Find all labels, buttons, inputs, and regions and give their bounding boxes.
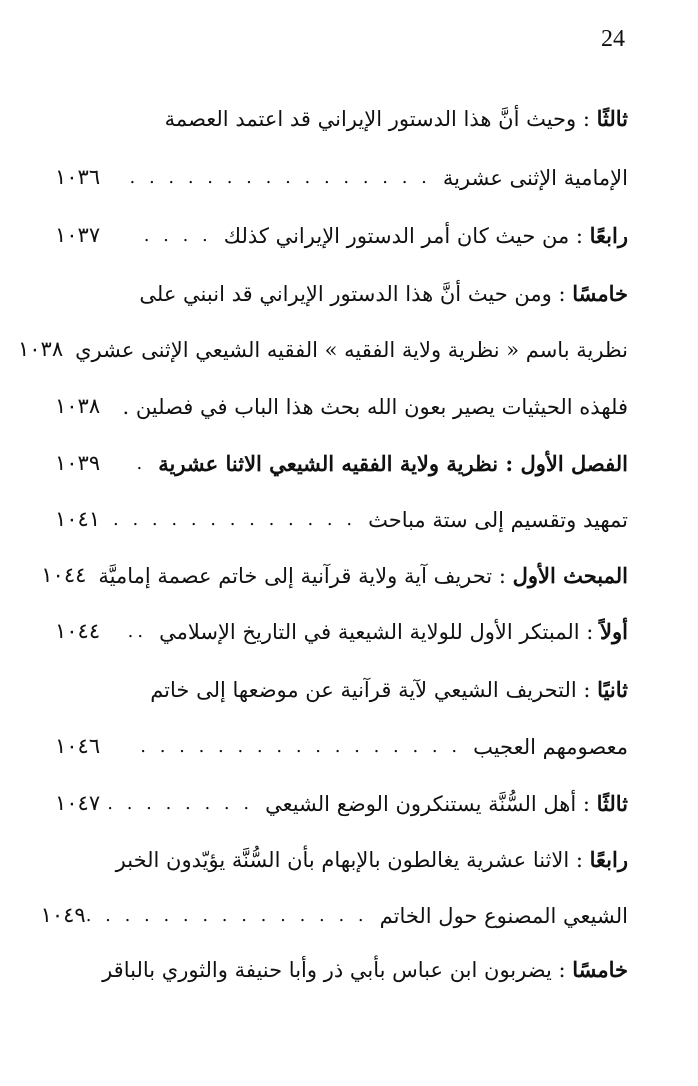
toc-lead: المبحث الأول <box>512 562 628 588</box>
toc-leader-dots: . . . . . . . . . . . . . . . . <box>129 166 431 188</box>
toc-lead: أولاً <box>600 618 628 644</box>
toc-leader-dots: . . . . <box>143 224 212 246</box>
toc-chapter-heading <box>55 441 628 485</box>
toc-text: فلهذه الحيثيات يصير بعون الله بحث هذا الباب في فصلين . <box>122 394 628 419</box>
toc-line <box>55 497 628 541</box>
toc-leader-dots: . . . . . . . . . . . . . . . <box>85 904 368 926</box>
toc-page-number: ١٠٣٧ <box>55 223 101 247</box>
toc-lead: ثالثًا <box>596 790 628 816</box>
toc-text: : تحريف آية ولاية قرآنية إلى خاتم عصمة إماميَّة <box>98 563 513 588</box>
toc-text: : يضربون ابن عباس بأبي ذر وأبا حنيفة والثوري بالباقر <box>102 957 573 982</box>
toc-text: الإمامية الإثنى عشرية <box>442 165 628 190</box>
toc-lead: الفصل الأول <box>520 450 628 476</box>
toc-line <box>55 724 628 768</box>
toc-text: : الاثنا عشرية يغالطون بالإبهام بأن السُّنَّة يؤيّدون الخبر <box>115 847 590 872</box>
toc-lead: خامسًا <box>572 280 628 306</box>
toc-lead: ثالثًا <box>596 105 628 131</box>
toc-line <box>55 155 628 199</box>
toc-text: : نظرية ولاية الفقيه الشيعي الاثنا عشرية <box>158 450 521 476</box>
toc-page-number: ١٠٤١ <box>55 507 101 531</box>
toc-line <box>55 667 628 711</box>
toc-line <box>55 384 628 428</box>
toc-leader-dots: . . . . . . . . . . . . . <box>113 508 357 530</box>
toc-text: : وحيث أنَّ هذا الدستور الإيراني قد اعتمد العصمة <box>164 106 597 131</box>
toc-line <box>55 947 628 991</box>
toc-text: معصومهم العجيب <box>473 734 628 759</box>
toc-page-number: ١٠٣٩ <box>55 451 101 475</box>
toc-text: الشيعي المصنوع حول الخاتم <box>379 903 628 928</box>
toc-line <box>55 96 628 140</box>
toc-line <box>55 609 628 653</box>
toc-page-number: ١٠٣٨ <box>55 394 101 418</box>
toc-line <box>40 893 628 937</box>
toc-leader-dots: . . . . . . . . <box>107 792 254 814</box>
toc-text: نظرية باسم « نظرية ولاية الفقيه » الفقيه الشيعي الإثنى عشري <box>75 337 628 362</box>
toc-page-number: ١٠٤٧ <box>55 791 101 815</box>
toc-page-number: ١٠٤٦ <box>55 734 101 758</box>
toc-text: تمهيد وتقسيم إلى ستة مباحث <box>368 507 628 532</box>
toc-page-number: ١٠٤٤ <box>41 563 87 587</box>
toc-leader-dots: .. <box>127 620 148 642</box>
toc-lead: ثانيًا <box>597 676 628 702</box>
toc-line <box>55 271 628 315</box>
toc-text: : أهل السُّنَّة يستنكرون الوضع الشيعي <box>265 791 597 816</box>
toc-page-number: ١٠٣٦ <box>55 165 101 189</box>
toc-page-number: ١٠٤٤ <box>55 619 101 643</box>
toc-leader-dots: . . . . . . . . . . . . . . . . . <box>140 735 462 757</box>
toc-page-number: ١٠٣٨ <box>17 337 64 361</box>
toc-text: : التحريف الشيعي لآية قرآنية عن موضعها إلى خاتم <box>150 677 598 702</box>
toc-line <box>55 781 628 825</box>
toc-lead: خامسًا <box>572 956 628 982</box>
toc-leader-dots: . <box>136 452 147 474</box>
page-number: 24 <box>601 26 625 52</box>
toc-text: : من حيث كان أمر الدستور الإيراني كذلك <box>223 223 590 248</box>
toc-line <box>17 327 628 371</box>
toc-line <box>55 213 628 257</box>
toc-lead: رابعًا <box>589 846 628 872</box>
toc-page-number: ١٠٤٩ <box>40 903 86 927</box>
toc-line <box>55 837 628 881</box>
toc-text: : المبتكر الأول للولاية الشيعية في التاريخ الإسلامي <box>159 619 601 644</box>
toc-lead: رابعًا <box>589 222 628 248</box>
toc-line <box>41 553 628 597</box>
toc-text: : ومن حيث أنَّ هذا الدستور الإيراني قد انبني على <box>139 281 573 306</box>
